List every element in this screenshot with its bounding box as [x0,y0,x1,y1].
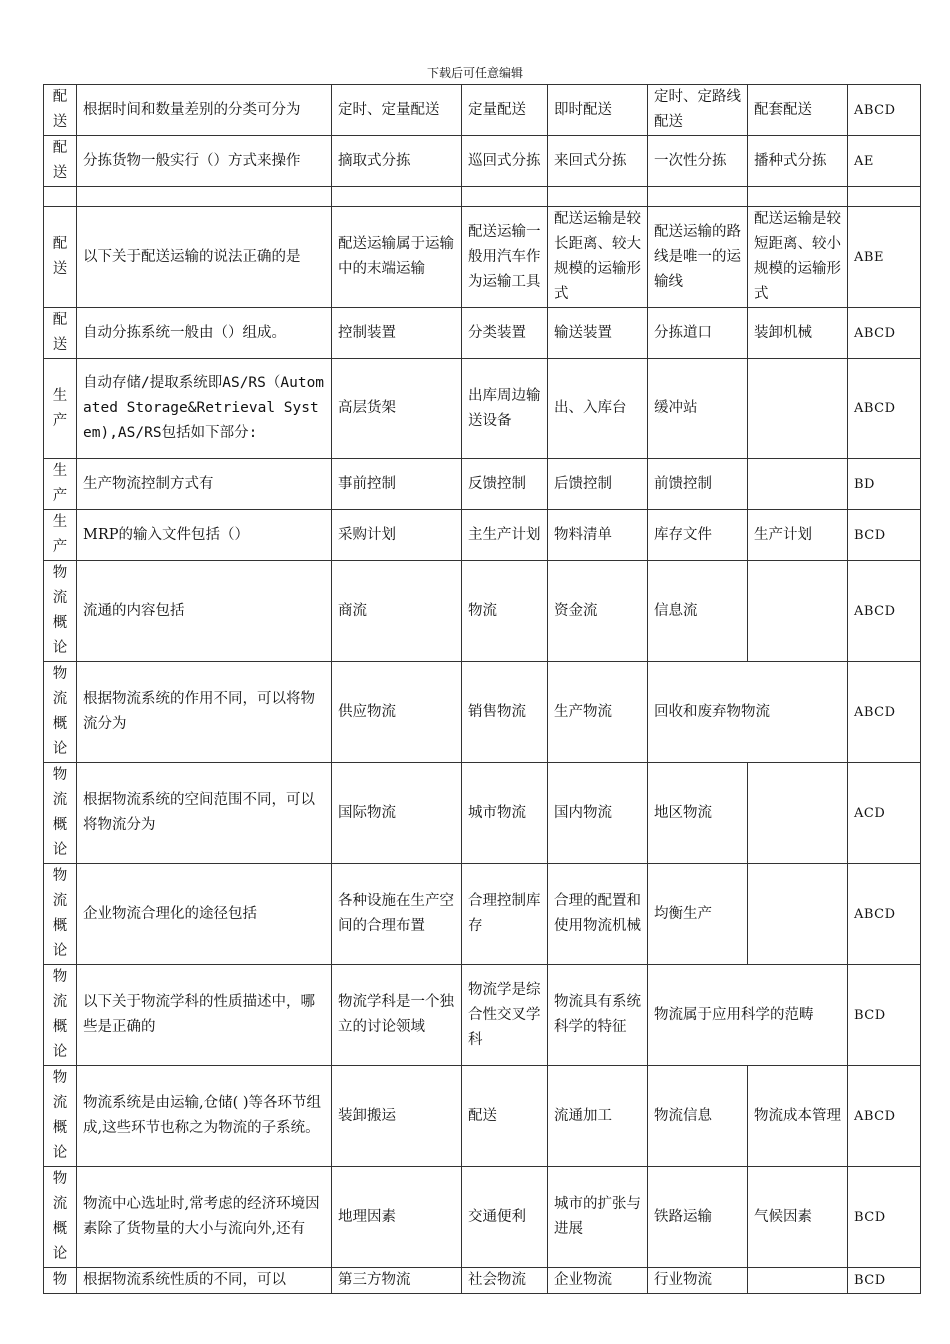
category-cell: 生产 [44,359,77,459]
table-row [44,662,921,763]
option-b-cell: 分类装置 [462,308,548,359]
question-cell: 以下关于配送运输的说法正确的是 [77,207,332,308]
option-d-cell: 配送运输的路线是唯一的运输线 [648,207,748,308]
answer-cell: ABCD [848,359,921,459]
answer-cell: AE [848,136,921,187]
table-row [44,1167,921,1268]
category-cell: 物流概论 [44,864,77,965]
table-row [44,308,921,359]
option-a-cell: 控制装置 [332,308,462,359]
option-a-cell: 采购计划 [332,510,462,561]
answer-cell: ABCD [848,662,921,763]
option-b-cell: 定量配送 [462,85,548,136]
question-cell: 根据物流系统的空间范围不同，可以将物流分为 [77,763,332,864]
answer-cell: ABCD [848,561,921,662]
option-e-cell: 生产计划 [748,510,848,561]
table-row [44,864,921,965]
option-e-cell [748,763,848,864]
table-row [44,207,921,308]
table-row [44,763,921,864]
answer-cell: ABCD [848,864,921,965]
answer-cell: ABE [848,207,921,308]
option-b-cell: 配送 [462,1066,548,1167]
option-c-cell: 合理的配置和使用物流机械 [548,864,648,965]
question-cell: 流通的内容包括 [77,561,332,662]
question-table [43,84,921,1294]
option-d-cell: 行业物流 [648,1268,748,1294]
option-c-cell [548,187,648,207]
table-row [44,561,921,662]
option-c-cell: 资金流 [548,561,648,662]
option-c-cell: 配送运输是较长距离、较大规模的运输形式 [548,207,648,308]
question-cell: 自动分拣系统一般由（）组成。 [77,308,332,359]
option-d-cell: 一次性分拣 [648,136,748,187]
option-e-cell [748,864,848,965]
option-c-cell: 城市的扩张与进展 [548,1167,648,1268]
option-d-cell: 库存文件 [648,510,748,561]
answer-cell: BCD [848,510,921,561]
option-e-cell: 装卸机械 [748,308,848,359]
answer-cell: ABCD [848,1066,921,1167]
option-d-cell: 分拣道口 [648,308,748,359]
option-b-cell: 出库周边输送设备 [462,359,548,459]
option-b-cell: 城市物流 [462,763,548,864]
option-a-cell [332,187,462,207]
option-a-cell: 事前控制 [332,459,462,510]
option-d-cell: 回收和废弃物物流 [648,662,848,763]
question-cell: 根据时间和数量差别的分类可分为 [77,85,332,136]
table-row [44,510,921,561]
option-b-cell: 交通便利 [462,1167,548,1268]
table-row-empty [44,187,921,207]
option-c-cell: 流通加工 [548,1066,648,1167]
option-e-cell [748,459,848,510]
option-d-cell: 前馈控制 [648,459,748,510]
option-e-cell [748,1268,848,1294]
option-b-cell [462,187,548,207]
option-d-cell: 地区物流 [648,763,748,864]
question-cell: 根据物流系统性质的不同，可以 [77,1268,332,1294]
answer-cell: BCD [848,1268,921,1294]
category-cell: 生产 [44,459,77,510]
option-b-cell: 配送运输一般用汽车作为运输工具 [462,207,548,308]
category-cell: 配送 [44,207,77,308]
answer-cell [848,187,921,207]
option-e-cell [748,359,848,459]
option-e-cell: 配送运输是较短距离、较小规模的运输形式 [748,207,848,308]
option-a-cell: 国际物流 [332,763,462,864]
table-row [44,85,921,136]
category-cell: 物流概论 [44,1167,77,1268]
option-a-cell: 装卸搬运 [332,1066,462,1167]
answer-cell: ACD [848,763,921,864]
answer-cell: BCD [848,1167,921,1268]
option-a-cell: 摘取式分拣 [332,136,462,187]
answer-cell: BD [848,459,921,510]
option-a-cell: 供应物流 [332,662,462,763]
option-c-cell: 输送装置 [548,308,648,359]
category-cell: 物流概论 [44,561,77,662]
option-d-cell: 信息流 [648,561,748,662]
question-cell: 自动存储/提取系统即AS/RS（Automated Storage&Retrieval System),AS/RS包括如下部分: [77,359,332,459]
table-row [44,459,921,510]
option-d-cell: 铁路运输 [648,1167,748,1268]
option-d-cell: 定时、定路线配送 [648,85,748,136]
option-d-cell [648,187,748,207]
option-c-cell: 即时配送 [548,85,648,136]
category-cell: 配送 [44,85,77,136]
option-e-cell: 气候因素 [748,1167,848,1268]
option-c-cell: 后馈控制 [548,459,648,510]
option-b-cell: 社会物流 [462,1268,548,1294]
option-b-cell: 主生产计划 [462,510,548,561]
table-row [44,1066,921,1167]
option-a-cell: 地理因素 [332,1167,462,1268]
option-a-cell: 配送运输属于运输中的末端运输 [332,207,462,308]
option-c-cell: 企业物流 [548,1268,648,1294]
question-cell: MRP的输入文件包括（） [77,510,332,561]
question-cell: 物流系统是由运输,仓储( )等各环节组成,这些环节也称之为物流的子系统。 [77,1066,332,1167]
option-d-cell: 均衡生产 [648,864,748,965]
option-c-cell: 来回式分拣 [548,136,648,187]
option-e-cell: 物流成本管理 [748,1066,848,1167]
option-a-cell: 第三方物流 [332,1268,462,1294]
answer-cell: BCD [848,965,921,1066]
option-b-cell: 销售物流 [462,662,548,763]
category-cell: 配送 [44,136,77,187]
table-row [44,359,921,459]
question-cell: 物流中心选址时,常考虑的经济环境因素除了货物量的大小与流向外,还有 [77,1167,332,1268]
option-a-cell: 定时、定量配送 [332,85,462,136]
option-a-cell: 高层货架 [332,359,462,459]
option-a-cell: 各种设施在生产空间的合理布置 [332,864,462,965]
option-c-cell: 出、入库台 [548,359,648,459]
option-c-cell: 国内物流 [548,763,648,864]
option-d-cell: 物流属于应用科学的范畴 [648,965,848,1066]
option-e-cell: 播种式分拣 [748,136,848,187]
category-cell: 物流概论 [44,965,77,1066]
category-cell: 物流概论 [44,763,77,864]
question-cell: 企业物流合理化的途径包括 [77,864,332,965]
category-cell: 物流概论 [44,662,77,763]
answer-cell: ABCD [848,85,921,136]
category-cell [44,187,77,207]
option-e-cell: 配套配送 [748,85,848,136]
option-a-cell: 物流学科是一个独立的讨论领域 [332,965,462,1066]
question-cell: 根据物流系统的作用不同，可以将物流分为 [77,662,332,763]
question-cell [77,187,332,207]
option-b-cell: 物流学是综合性交叉学科 [462,965,548,1066]
option-b-cell: 反馈控制 [462,459,548,510]
question-cell: 分拣货物一般实行（）方式来操作 [77,136,332,187]
category-cell: 物流概论 [44,1066,77,1167]
category-cell: 配送 [44,308,77,359]
option-b-cell: 物流 [462,561,548,662]
question-cell: 以下关于物流学科的性质描述中，哪些是正确的 [77,965,332,1066]
option-c-cell: 生产物流 [548,662,648,763]
option-b-cell: 合理控制库存 [462,864,548,965]
answer-cell: ABCD [848,308,921,359]
category-cell: 物 [44,1268,77,1294]
question-cell: 生产物流控制方式有 [77,459,332,510]
option-d-cell: 缓冲站 [648,359,748,459]
option-c-cell: 物流具有系统科学的特征 [548,965,648,1066]
table-row [44,1268,921,1294]
option-c-cell: 物料清单 [548,510,648,561]
page-header: 下载后可任意编辑 [426,66,523,80]
option-e-cell [748,561,848,662]
table-row [44,965,921,1066]
option-b-cell: 巡回式分拣 [462,136,548,187]
table-row [44,136,921,187]
option-e-cell [748,187,848,207]
option-d-cell: 物流信息 [648,1066,748,1167]
category-cell: 生产 [44,510,77,561]
option-a-cell: 商流 [332,561,462,662]
